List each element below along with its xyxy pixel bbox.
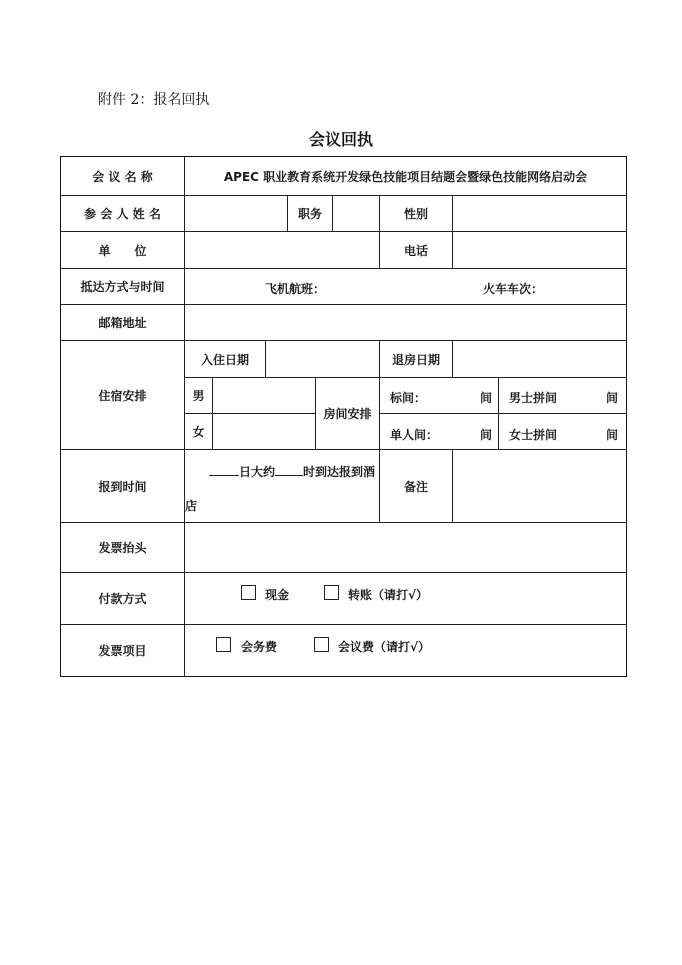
- checkin-time-label: 报到时间: [60, 449, 185, 523]
- room-arrangement-label: 房间安排: [315, 377, 380, 450]
- flight-label: 飞机航班：: [265, 282, 326, 296]
- meeting-name-value: APEC 职业教育系统开发绿色技能项目结题会暨绿色技能网络启动会: [184, 156, 627, 196]
- male-share-label: 男士拼间: [509, 391, 558, 405]
- single-room-unit: 间: [480, 428, 493, 442]
- female-label: 女: [184, 413, 213, 450]
- position-label: 职务: [287, 195, 333, 232]
- train-label: 火车车次：: [483, 282, 544, 296]
- remark-label: 备注: [379, 449, 453, 523]
- female-share-unit: 间: [606, 428, 619, 442]
- female-share-label: 女士拼间: [509, 428, 558, 442]
- checkin-date-label: 入住日期: [184, 340, 266, 378]
- payment-method-label: 付款方式: [60, 572, 185, 625]
- standard-room-label: 标间：: [390, 391, 427, 405]
- single-room-label: 单人间：: [390, 428, 439, 442]
- service-fee-label: 会务费: [241, 640, 278, 654]
- form-title: 会议回执: [308, 130, 373, 149]
- participant-name-label: 参 会 人 姓 名: [60, 195, 185, 232]
- checkin-time-end: 店: [185, 499, 198, 513]
- lodging-label: 住宿安排: [60, 340, 185, 450]
- table-outer-border: [60, 156, 627, 677]
- checkin-time-line: 日大约 时到达报到酒: [209, 463, 375, 480]
- arrival-label: 抵达方式与时间: [60, 268, 185, 305]
- invoice-title-label: 发票抬头: [60, 522, 185, 573]
- cash-label: 现金: [265, 588, 290, 602]
- email-label: 邮箱地址: [60, 304, 185, 341]
- gender-label: 性别: [379, 195, 453, 232]
- attachment-label: 附件 2：报名回执: [98, 92, 210, 108]
- phone-label: 电话: [379, 231, 453, 269]
- male-share-unit: 间: [606, 391, 619, 405]
- standard-room-unit: 间: [480, 391, 493, 405]
- unit-label: 单 位: [60, 231, 185, 269]
- checkout-date-label: 退房日期: [379, 340, 453, 378]
- invoice-item-label: 发票项目: [60, 624, 185, 677]
- male-label: 男: [184, 377, 213, 414]
- conference-fee-label: 会议费（请打√）: [338, 640, 431, 654]
- transfer-label: 转账（请打√）: [348, 588, 429, 602]
- meeting-name-label: 会 议 名 称: [60, 156, 185, 196]
